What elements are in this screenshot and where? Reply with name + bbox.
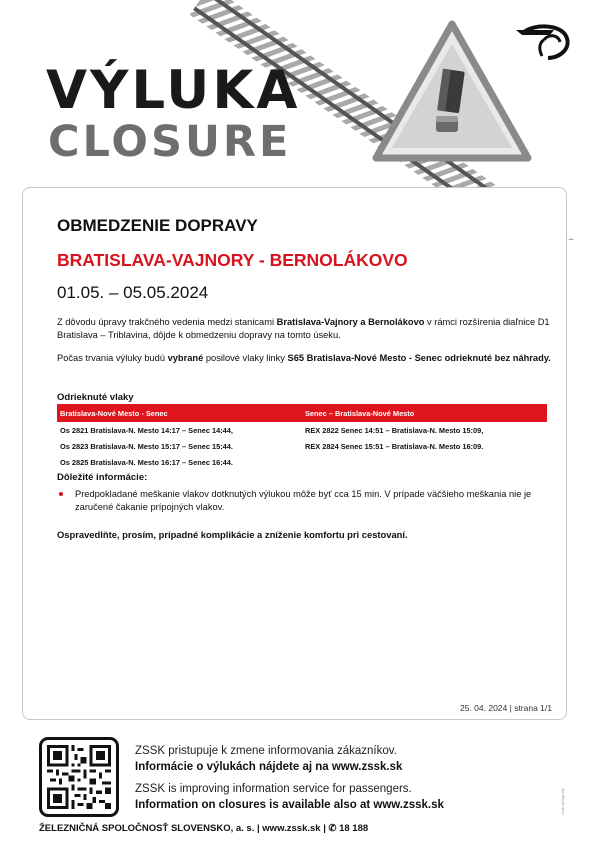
reason-text-1: Z dôvodu úpravy trakčného vedenia medzi stanicami bbox=[57, 317, 277, 327]
cancelled-trains-table bbox=[57, 404, 547, 470]
reason-paragraph bbox=[57, 316, 552, 342]
table-cell: REX 2822 Senec 14:51 – Bratislava-N. Mesto 15:09, bbox=[305, 425, 484, 435]
cancel-line: S65 Bratislava-Nové Mesto - Senec odrieknuté bez náhrady. bbox=[287, 353, 551, 363]
table-cell: REX 2824 Senec 15:51 – Bratislava-N. Mesto 16:09. bbox=[305, 441, 484, 451]
notice-heading: OBMEDZENIE DOPRAVY bbox=[57, 216, 258, 235]
table-cell: Os 2821 Bratislava-N. Mesto 14:17 – Senec 14:44, bbox=[60, 425, 233, 435]
important-info-heading: Dôležité informácie: bbox=[57, 472, 148, 483]
table-cell: Os 2823 Bratislava-N. Mesto 15:17 – Senec 15:44. bbox=[60, 441, 233, 451]
info-line-en: ZSSK is improving information service for passengers. bbox=[135, 783, 412, 795]
title-closure-en: CLOSURE bbox=[48, 117, 292, 167]
issue-date-page: 25. 04. 2024 | strana 1/1 bbox=[460, 703, 552, 713]
reason-text-2: v rámci rozšírenia diaľnice D1 Bratislava – Triblavina, dôjde k obmedzeniu dopravy na tomto úseku. bbox=[57, 317, 550, 340]
cancel-selected: vybrané bbox=[167, 353, 204, 363]
cancelled-trains-heading: Odrieknuté vlaky bbox=[57, 392, 134, 403]
table-cell: Os 2825 Bratislava-N. Mesto 16:17 – Senec 16:44. bbox=[60, 457, 233, 467]
side-note: zssk.sk/signaly bbox=[560, 788, 565, 815]
company-contact-line: ŽELEZNIČNÁ SPOLOČNOSŤ SLOVENSKO, a. s. | www.zssk.sk | ✆ 18 188 bbox=[39, 823, 369, 834]
cancellation-paragraph bbox=[57, 352, 552, 365]
important-info-list bbox=[57, 488, 547, 514]
bullet-icon bbox=[59, 492, 63, 496]
table-row bbox=[57, 438, 547, 454]
table-row bbox=[57, 454, 547, 470]
apology-text: Ospravedlňte, prosím, prípadné komplikácie a zníženie komfortu pri cestovaní. bbox=[57, 529, 408, 540]
info-link-sk[interactable]: Informácie o výlukách nájdete aj na www.zssk.sk bbox=[135, 761, 403, 773]
zssk-logo-icon bbox=[514, 20, 572, 62]
table-header: Senec – Bratislava-Nové Mesto bbox=[302, 404, 547, 422]
route-title: BRATISLAVA-VAJNORY - BERNOLÁKOVO bbox=[57, 250, 408, 270]
reason-stations: Bratislava-Vajnory a Bernolákovo bbox=[276, 317, 425, 327]
info-line-sk: ZSSK pristupuje k zmene informovania zákazníkov. bbox=[135, 745, 397, 757]
list-item-text: Predpokladané meškanie vlakov dotknutých výlukou môže byť cca 15 min. V prípade väčšieho meškania nie je zaručené čakanie prípojných vlakov. bbox=[75, 489, 532, 512]
notice-card bbox=[22, 187, 567, 720]
info-link-en[interactable]: Information on closures is available also at www.zssk.sk bbox=[135, 799, 444, 811]
table-row bbox=[57, 422, 547, 438]
table-header: Bratislava-Nové Mesto - Senec bbox=[57, 404, 302, 422]
cancel-text-1: Počas trvania výluky budú bbox=[57, 353, 168, 363]
title-closure-sk: VÝLUKA bbox=[46, 60, 301, 121]
cancel-text-2: posilové vlaky linky bbox=[203, 353, 288, 363]
list-item bbox=[57, 488, 547, 514]
closure-dates: 01.05. – 05.05.2024 bbox=[57, 283, 209, 302]
table-cell bbox=[302, 454, 547, 470]
qr-code-icon[interactable] bbox=[39, 737, 119, 817]
